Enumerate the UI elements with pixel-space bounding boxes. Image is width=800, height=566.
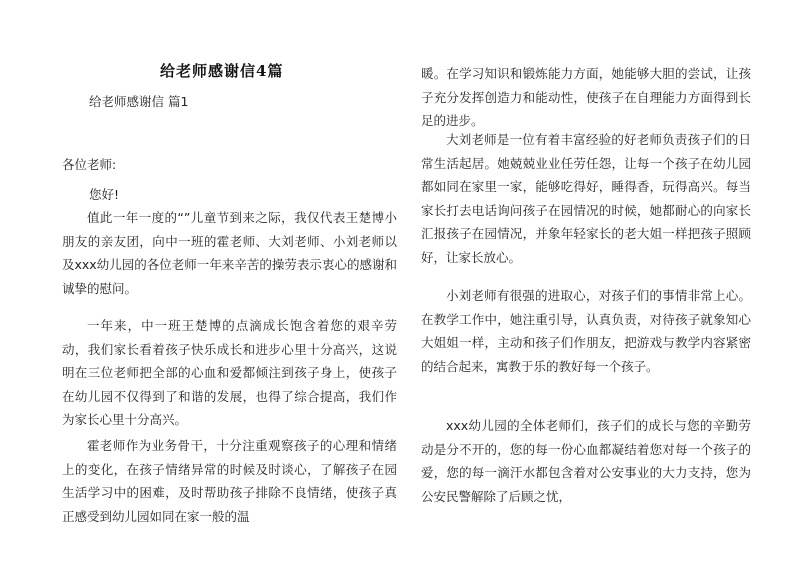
paragraph: 值此一年一度的“”儿童节到来之际，我仅代表王楚博小朋友的亲友团，向中一班的霍老师、大刘老师、小刘老师以及xxx幼儿园的各位老师一年来辛苦的操劳表示衷心的感谢和诚挚的慰问。: [62, 210, 397, 296]
paragraph: 小刘老师有很强的进取心，对孩子们的事情非常上心。在教学工作中，她注重引导，认真负责，对待孩子就象知心大姐姐一样，主动和孩子们作朋友，把游戏与教学内容紧密的结合起来，寓教于乐的教好每一个孩子。: [421, 288, 751, 374]
greeting: 您好!: [89, 187, 120, 202]
paragraph: 大刘老师是一位有着丰富经验的好老师负责孩子们的日常生活起居。她兢兢业业任劳任怨，让每一个孩子在幼儿园都如同在家里一家，能够吃得好，睡得香，玩得高兴。每当家长打去电话询问孩子在园情况的时候，她都耐心的向家长汇报孩子在园情况，并象年轻家长的老大姐一样把孩子照顾好，让家长放心。: [421, 132, 751, 265]
document-subtitle: 给老师感谢信 篇1: [89, 94, 189, 109]
paragraph-continued: 暖。在学习知识和锻炼能力方面，她能够大胆的尝试，让孩子充分发挥创造力和能动性，使孩子在自理能力方面得到长足的进步。: [421, 66, 751, 128]
paragraph: 一年来，中一班王楚博的点滴成长饱含着您的艰辛劳动，我们家长看着孩子快乐成长和进步心里十分高兴，这说明在三位老师把全部的心血和爱都倾注到孩子身上，使孩子在幼儿园不仅得到了和谐的发展，也得了综合提高，我们作为家长心里十分高兴。: [62, 318, 397, 427]
document-title: 给老师感谢信4篇: [160, 62, 284, 80]
paragraph: xxx幼儿园的全体老师们，孩子们的成长与您的辛勤劳动是分不开的，您的每一份心血都凝结着您对每一个孩子的爱，您的每一滴汗水都包含着对公安事业的大力支持，您为公安民警解除了后顾之忧，: [421, 418, 751, 504]
paragraph: 霍老师作为业务骨干，十分注重观察孩子的心理和情绪上的变化，在孩子情绪异常的时候及时谈心，了解孩子在园生活学习中的困难，及时帮助孩子排除不良情绪，使孩子真正感受到幼儿园如同在家一般的温: [62, 438, 397, 524]
salutation: 各位老师:: [62, 157, 117, 172]
